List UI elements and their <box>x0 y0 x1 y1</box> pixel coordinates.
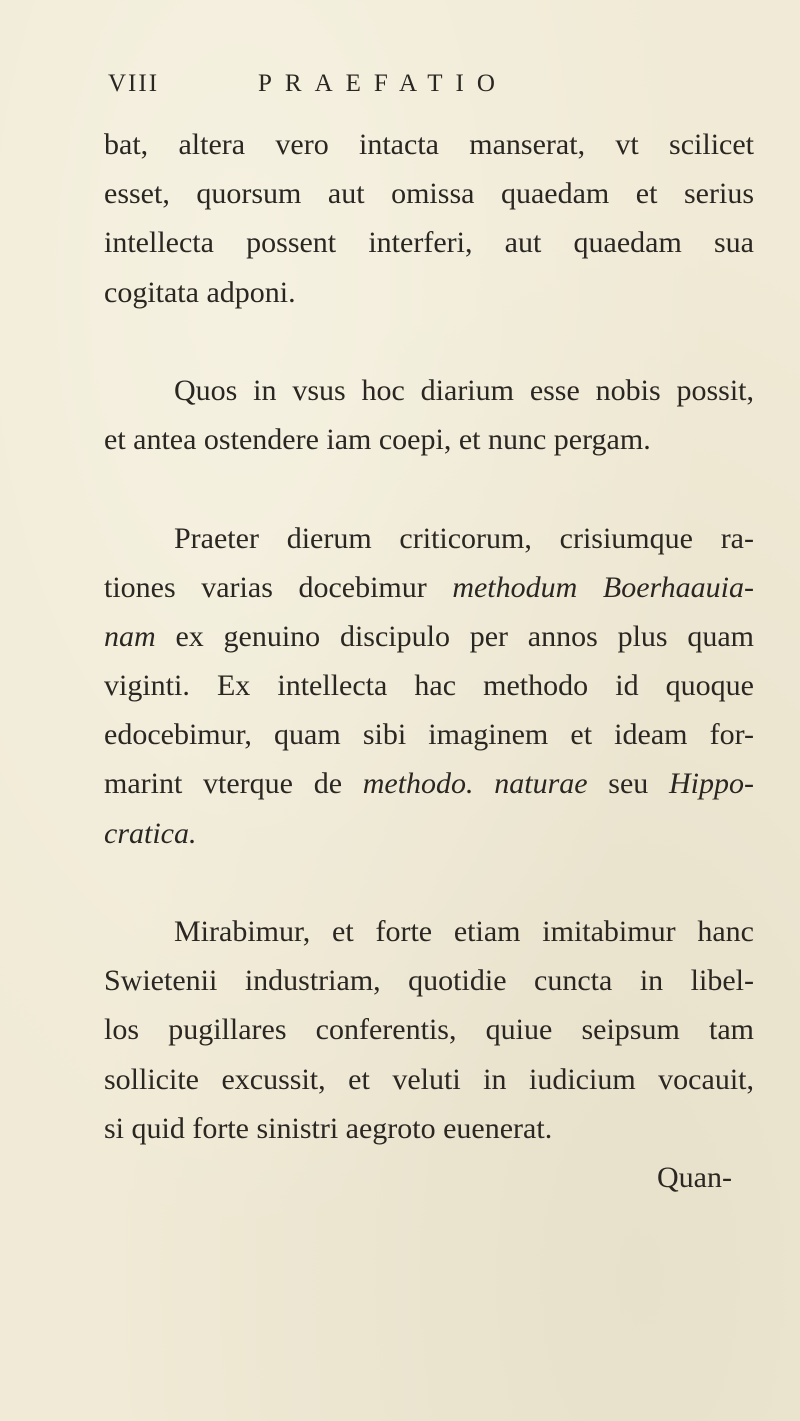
text-line: edocebimur, quam sibi imaginem et ideam for- <box>104 718 754 752</box>
text-segment: tiones varias docebimur <box>104 570 453 604</box>
text-line: Praeter dierum criticorum, crisiumque ra- <box>174 521 754 555</box>
text-line: si quid forte sinistri aegroto euenerat. <box>104 1111 553 1145</box>
italic-segment: nam <box>104 619 156 653</box>
text-line: et antea ostendere iam coepi, et nunc pergam. <box>104 423 651 457</box>
text-line: Swietenii industriam, quotidie cuncta in libel- <box>104 964 754 998</box>
italic-segment: Hippo- <box>669 767 754 801</box>
text-line <box>104 759 754 808</box>
text-line: los pugillares conferentis, quiue seipsum tam <box>104 1013 754 1047</box>
paragraph-gap <box>104 858 754 907</box>
text-line: viginti. Ex intellecta hac methodo id quoque <box>104 669 754 703</box>
text-line: intellecta possent interferi, aut quaedam sua <box>104 226 754 260</box>
text-line: bat, altera vero intacta manserat, vt scilicet <box>104 128 754 161</box>
body-text <box>104 120 754 1202</box>
running-title: PRAEFATIO <box>258 70 508 97</box>
catchword: Quan- <box>657 1160 732 1194</box>
paragraph-2 <box>104 366 754 464</box>
paragraph-gap <box>104 317 754 366</box>
text-segment: marint vterque de <box>104 767 363 801</box>
text-line <box>104 563 754 612</box>
text-line: cogitata adponi. <box>104 275 296 309</box>
page-header <box>108 70 668 110</box>
italic-segment: methodo. naturae <box>362 767 588 801</box>
paragraph-1 <box>104 120 754 317</box>
text-line: esset, quorsum aut omissa quaedam et serius <box>104 177 754 211</box>
italic-segment: methodum Boerhaauia- <box>452 570 754 604</box>
text-line <box>104 612 754 661</box>
paragraph-3 <box>104 514 754 858</box>
text-segment: ex genuino discipulo per annos plus quam <box>155 619 754 653</box>
italic-segment: cratica. <box>104 816 197 850</box>
text-line: Mirabimur, et forte etiam imitabimur hanc <box>174 915 754 948</box>
page-number: VIII <box>108 70 160 97</box>
text-line: Quos in vsus hoc diarium esse nobis possit, <box>174 373 754 407</box>
text-segment: seu <box>587 767 669 801</box>
paragraph-gap <box>104 464 754 513</box>
text-line <box>104 809 754 858</box>
text-line: sollicite excussit, et veluti in iudicium vocauit, <box>104 1062 754 1096</box>
paragraph-4 <box>104 907 754 1153</box>
